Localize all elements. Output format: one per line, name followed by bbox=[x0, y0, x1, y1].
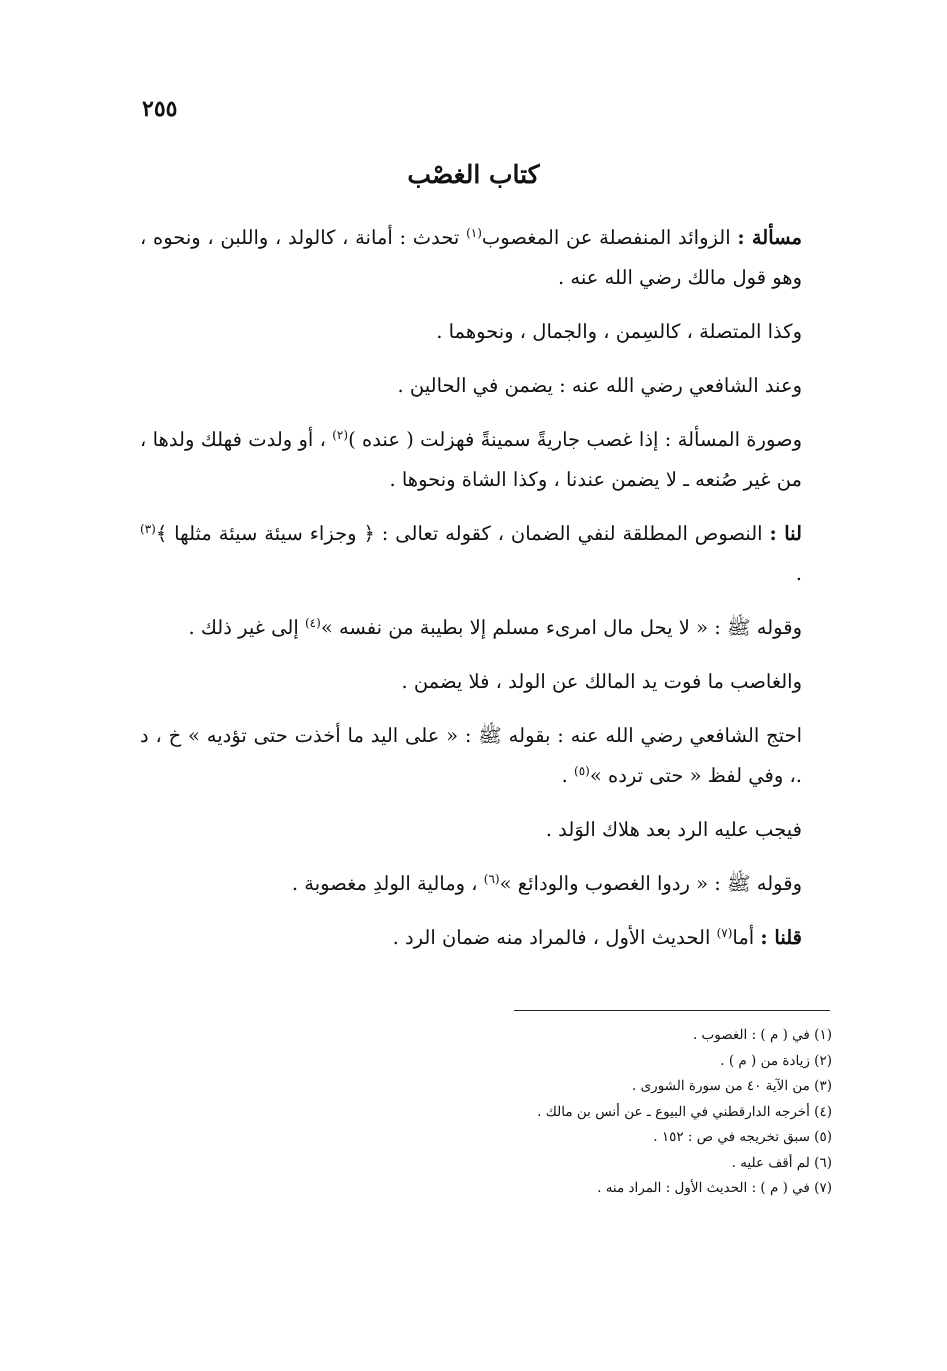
footnote-ref: (١) bbox=[466, 226, 482, 240]
paragraph-text-after: الحديث الأول ، فالمراد منه ضمان الرد . bbox=[392, 926, 711, 949]
footnote-1: (١) في ( م ) : الغصوب . bbox=[692, 1027, 832, 1043]
paragraph-8 bbox=[140, 716, 830, 796]
footnote-7: (٧) في ( م ) : الحديث الأول : المراد منه . bbox=[597, 1180, 832, 1196]
paragraph-lead: قلنا : bbox=[760, 926, 802, 949]
footnote-ref: (٦) bbox=[483, 872, 500, 886]
paragraph-text-after: ، ومالية الولدِ مغصوبة . bbox=[291, 872, 478, 895]
paragraph-2 bbox=[140, 312, 830, 352]
page-number: ٢٥٥ bbox=[142, 96, 178, 122]
paragraph-text: الزوائد المنفصلة عن المغصوب bbox=[481, 226, 731, 249]
paragraph-5 bbox=[140, 514, 830, 594]
paragraph-text-after: تحدث : أمانة ، كالولد ، واللبن ، ونحوه ، وهو قول مالك رضي الله عنه . bbox=[140, 226, 802, 289]
paragraph-text: وقوله ﷺ : « ردوا الغصوب والودائع » bbox=[499, 872, 802, 895]
paragraph-text: النصوص المطلقة لنفي الضمان ، كقوله تعالى : ﴿ وجزاء سيئة سيئة مثلها ﴾ bbox=[155, 522, 763, 545]
footnote-ref: (٤) bbox=[304, 616, 321, 630]
footnote-ref: (٥) bbox=[574, 764, 590, 778]
footnote-4: (٤) أخرجه الدارقطني في البيوع ـ عن أنس بن مالك . bbox=[537, 1103, 832, 1120]
paragraph-6 bbox=[140, 608, 830, 648]
footnotes bbox=[420, 1023, 832, 1202]
paragraph-text: أما bbox=[732, 926, 755, 949]
footnote-divider bbox=[514, 1010, 830, 1011]
paragraph-text-after: إلى غير ذلك . bbox=[188, 616, 299, 639]
paragraph-text-after: . bbox=[561, 764, 568, 787]
body-text bbox=[140, 218, 830, 972]
paragraph-4 bbox=[140, 420, 830, 500]
footnote-ref: (٧) bbox=[716, 926, 733, 940]
paragraph-text-after: ، أو ولدت فهلك ولدها ، من غير صُنعه ـ لا يضمن عندنا ، وكذا الشاة ونحوها . bbox=[140, 428, 802, 491]
paragraph-text: وقوله ﷺ : « لا يحل مال امرىء مسلم إلا بطيبة من نفسه » bbox=[320, 616, 802, 639]
paragraph-7 bbox=[140, 662, 830, 702]
chapter-title: كتاب الغصْب bbox=[407, 160, 540, 189]
paragraph-11 bbox=[140, 918, 830, 958]
paragraph-lead: لنا : bbox=[769, 522, 802, 545]
paragraph-lead: مسألة : bbox=[737, 226, 803, 249]
paragraph-10 bbox=[140, 864, 830, 904]
paragraph-text: وكذا المتصلة ، كالسِمن ، والجمال ، ونحوهما . bbox=[436, 320, 802, 343]
footnote-2: (٢) زيادة من ( م ) . bbox=[720, 1052, 832, 1069]
paragraph-text: فيجب عليه الرد بعد هلاك الوَلد . bbox=[545, 818, 802, 841]
footnote-6: (٦) لم أقف عليه . bbox=[731, 1154, 832, 1171]
footnote-ref: (٢) bbox=[332, 428, 349, 442]
paragraph-3 bbox=[140, 366, 830, 406]
footnote-3: (٣) من الآية ٤٠ من سورة الشورى . bbox=[632, 1078, 832, 1094]
paragraph-text: وصورة المسألة : إذا غصب جاريةً سمينةً فهزلت ( عنده ) bbox=[348, 428, 802, 451]
paragraph-text-after: . bbox=[795, 562, 802, 585]
paragraph-1 bbox=[140, 218, 830, 298]
paragraph-9 bbox=[140, 810, 830, 850]
footnote-ref: (٣) bbox=[140, 522, 156, 536]
paragraph-text: وعند الشافعي رضي الله عنه : يضمن في الحالين . bbox=[397, 374, 802, 397]
paragraph-text: احتج الشافعي رضي الله عنه : بقوله ﷺ : « على اليد ما أخذت حتى تؤديه » خ ، د .، وفي لفظ « حتى ترده » bbox=[140, 724, 802, 787]
footnote-5: (٥) سبق تخريجه في ص : ١٥٢ . bbox=[653, 1129, 832, 1145]
paragraph-text: والغاصب ما فوت يد المالك عن الولد ، فلا يضمن . bbox=[401, 670, 802, 693]
